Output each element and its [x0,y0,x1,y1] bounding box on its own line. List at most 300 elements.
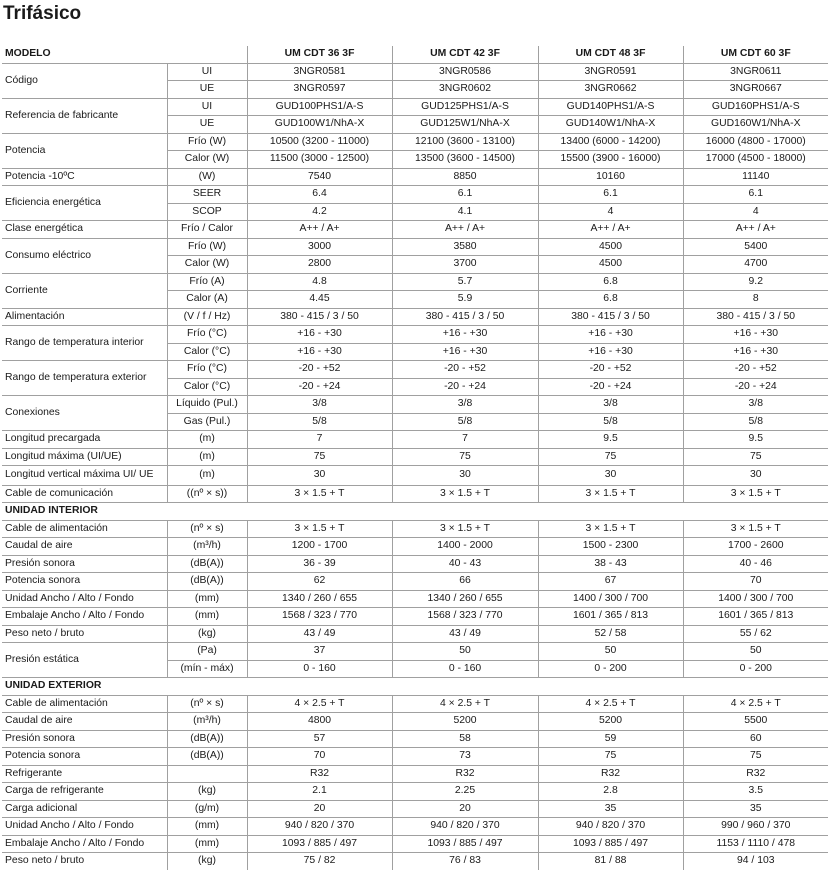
table-row [2,466,828,486]
cell-value: 1153 / 1110 / 478 [683,835,828,853]
row-unit: (dB(A)) [167,730,247,748]
row-label: Refrigerante [2,765,167,783]
row-label: Embalaje Ancho / Alto / Fondo [2,835,167,853]
cell-value: 94 / 103 [683,853,828,870]
cell-value: 3 × 1.5 + T [392,485,538,503]
section-header-row [2,503,828,521]
table-row [2,835,828,853]
table-row [2,783,828,801]
spec-table [2,46,828,870]
cell-value: GUD125W1/NhA-X [392,116,538,134]
table-row [2,538,828,556]
cell-value: 3000 [247,238,392,256]
cell-value: 940 / 820 / 370 [247,818,392,836]
cell-value: 35 [683,800,828,818]
cell-value: 3 × 1.5 + T [392,520,538,538]
cell-value: 3/8 [392,396,538,414]
row-unit [167,765,247,783]
cell-value: +16 - +30 [538,326,683,344]
cell-value: 4.8 [247,273,392,291]
cell-value: 3700 [392,256,538,274]
row-label: Cable de alimentación [2,520,167,538]
cell-value: 36 - 39 [247,555,392,573]
cell-value: 380 - 415 / 3 / 50 [683,308,828,326]
cell-value: 4.1 [392,203,538,221]
cell-value: R32 [683,765,828,783]
table-row [2,168,828,186]
cell-value: 55 / 62 [683,625,828,643]
cell-value: 940 / 820 / 370 [538,818,683,836]
cell-value: 2800 [247,256,392,274]
table-row [2,608,828,626]
cell-value: 3 × 1.5 + T [538,520,683,538]
cell-value: -20 - +24 [247,378,392,396]
row-unit: (kg) [167,783,247,801]
table-row [2,308,828,326]
cell-value: 4800 [247,713,392,731]
cell-value: 81 / 88 [538,853,683,870]
row-unit: (kg) [167,625,247,643]
cell-value: 5400 [683,238,828,256]
cell-value: +16 - +30 [392,343,538,361]
row-label: Peso neto / bruto [2,625,167,643]
table-row [2,625,828,643]
cell-value: 9.5 [683,431,828,449]
cell-value: 57 [247,730,392,748]
cell-value: 0 - 200 [538,660,683,678]
cell-value: 990 / 960 / 370 [683,818,828,836]
row-label: Peso neto / bruto [2,853,167,870]
table-row [2,713,828,731]
row-label: Clase energética [2,221,167,239]
row-unit: (V / f / Hz) [167,308,247,326]
row-unit: (g/m) [167,800,247,818]
table-header-row [2,46,828,63]
cell-value: 8850 [392,168,538,186]
cell-value: 8 [683,291,828,309]
row-label: Longitud precargada [2,431,167,449]
cell-value: +16 - +30 [683,343,828,361]
table-row [2,238,828,256]
cell-value: 17000 (4500 - 18000) [683,151,828,169]
cell-value: 70 [683,573,828,591]
cell-value: R32 [538,765,683,783]
cell-value: 5500 [683,713,828,731]
cell-value: 5200 [392,713,538,731]
cell-value: 1400 - 2000 [392,538,538,556]
row-unit: SCOP [167,203,247,221]
row-unit: (dB(A)) [167,573,247,591]
cell-value: 40 - 46 [683,555,828,573]
model-column-header: UM CDT 42 3F [392,46,538,63]
row-unit: Gas (Pul.) [167,413,247,431]
row-unit: Calor (W) [167,151,247,169]
model-column-header: UM CDT 48 3F [538,46,683,63]
cell-value: 66 [392,573,538,591]
cell-value: 4 × 2.5 + T [392,695,538,713]
cell-value: 30 [392,466,538,486]
row-label: Unidad Ancho / Alto / Fondo [2,590,167,608]
cell-value: 3NGR0602 [392,81,538,99]
cell-value: 62 [247,573,392,591]
row-unit: (mm) [167,818,247,836]
cell-value: 30 [247,466,392,486]
row-unit: (mm) [167,608,247,626]
cell-value: 2.25 [392,783,538,801]
cell-value: 3NGR0667 [683,81,828,99]
cell-value: 9.2 [683,273,828,291]
cell-value: 3NGR0591 [538,63,683,81]
table-row [2,590,828,608]
row-unit: UE [167,81,247,99]
row-unit: (m³/h) [167,713,247,731]
table-row [2,133,828,151]
section-title: UNIDAD INTERIOR [2,503,828,521]
cell-value: A++ / A+ [683,221,828,239]
cell-value: 5200 [538,713,683,731]
cell-value: 6.1 [538,186,683,204]
row-unit: UE [167,116,247,134]
row-unit: Frío (°C) [167,361,247,379]
row-unit: UI [167,98,247,116]
cell-value: 4 × 2.5 + T [247,695,392,713]
spec-table-body [2,63,828,870]
row-unit: (m) [167,466,247,486]
cell-value: 1568 / 323 / 770 [392,608,538,626]
cell-value: 5/8 [392,413,538,431]
cell-value: 1500 - 2300 [538,538,683,556]
row-unit: UI [167,63,247,81]
row-unit: (mm) [167,590,247,608]
cell-value: GUD160PHS1/A-S [683,98,828,116]
cell-value: 43 / 49 [392,625,538,643]
cell-value: 3NGR0662 [538,81,683,99]
row-label: Carga de refrigerante [2,783,167,801]
table-row [2,765,828,783]
cell-value: 380 - 415 / 3 / 50 [392,308,538,326]
cell-value: 5.7 [392,273,538,291]
table-row [2,748,828,766]
cell-value: 59 [538,730,683,748]
cell-value: 35 [538,800,683,818]
section-title: UNIDAD EXTERIOR [2,678,828,696]
cell-value: 7 [392,431,538,449]
cell-value: 0 - 160 [247,660,392,678]
cell-value: 1093 / 885 / 497 [247,835,392,853]
table-row [2,326,828,344]
cell-value: -20 - +24 [392,378,538,396]
row-unit: SEER [167,186,247,204]
cell-value: 6.1 [392,186,538,204]
cell-value: 4 × 2.5 + T [538,695,683,713]
row-unit: Frío (°C) [167,326,247,344]
cell-value: 37 [247,643,392,661]
cell-value: -20 - +52 [247,361,392,379]
cell-value: 13400 (6000 - 14200) [538,133,683,151]
cell-value: 3 × 1.5 + T [538,485,683,503]
section-header-row [2,678,828,696]
cell-value: 1200 - 1700 [247,538,392,556]
cell-value: 380 - 415 / 3 / 50 [538,308,683,326]
cell-value: 20 [392,800,538,818]
cell-value: 5/8 [683,413,828,431]
cell-value: GUD125PHS1/A-S [392,98,538,116]
cell-value: 12100 (3600 - 13100) [392,133,538,151]
table-row [2,273,828,291]
cell-value: R32 [392,765,538,783]
row-unit: Frío (A) [167,273,247,291]
row-unit: Frío (W) [167,133,247,151]
cell-value: 3 × 1.5 + T [683,485,828,503]
row-label: Carga adicional [2,800,167,818]
model-column-header: UM CDT 36 3F [247,46,392,63]
row-label: Rango de temperatura exterior [2,361,167,396]
cell-value: 1400 / 300 / 700 [683,590,828,608]
cell-value: 3.5 [683,783,828,801]
cell-value: R32 [247,765,392,783]
row-unit: (dB(A)) [167,555,247,573]
cell-value: 1601 / 365 / 813 [538,608,683,626]
cell-value: 11140 [683,168,828,186]
cell-value: 75 / 82 [247,853,392,870]
cell-value: 10160 [538,168,683,186]
cell-value: 1601 / 365 / 813 [683,608,828,626]
cell-value: 70 [247,748,392,766]
row-label: Consumo eléctrico [2,238,167,273]
cell-value: GUD140PHS1/A-S [538,98,683,116]
cell-value: 30 [683,466,828,486]
cell-value: 0 - 160 [392,660,538,678]
cell-value: 5.9 [392,291,538,309]
row-unit: Calor (°C) [167,378,247,396]
cell-value: 0 - 200 [683,660,828,678]
cell-value: 4 × 2.5 + T [683,695,828,713]
table-row [2,695,828,713]
cell-value: 10500 (3200 - 11000) [247,133,392,151]
table-row [2,485,828,503]
cell-value: 1400 / 300 / 700 [538,590,683,608]
table-row [2,555,828,573]
cell-value: 13500 (3600 - 14500) [392,151,538,169]
cell-value: +16 - +30 [392,326,538,344]
cell-value: 3NGR0597 [247,81,392,99]
table-row [2,853,828,870]
cell-value: 3580 [392,238,538,256]
cell-value: 5/8 [538,413,683,431]
row-label: Referencia de fabricante [2,98,167,133]
cell-value: 7 [247,431,392,449]
table-row [2,431,828,449]
cell-value: 9.5 [538,431,683,449]
table-row [2,520,828,538]
cell-value: 75 [392,448,538,466]
cell-value: 75 [683,448,828,466]
table-row [2,448,828,466]
row-label: Longitud vertical máxima UI/ UE [2,466,167,486]
cell-value: 4.45 [247,291,392,309]
row-label: Potencia sonora [2,748,167,766]
row-label: Unidad Ancho / Alto / Fondo [2,818,167,836]
row-label: Presión sonora [2,555,167,573]
cell-value: 75 [538,748,683,766]
table-row [2,730,828,748]
row-label: Rango de temperatura interior [2,326,167,361]
row-unit: (W) [167,168,247,186]
cell-value: GUD100PHS1/A-S [247,98,392,116]
row-label: Potencia sonora [2,573,167,591]
cell-value: 50 [683,643,828,661]
table-row [2,63,828,81]
cell-value: 3 × 1.5 + T [683,520,828,538]
page-title: Trifásico [3,3,82,24]
cell-value: 2.1 [247,783,392,801]
cell-value: -20 - +52 [538,361,683,379]
cell-value: 20 [247,800,392,818]
cell-value: 1700 - 2600 [683,538,828,556]
cell-value: 38 - 43 [538,555,683,573]
cell-value: 52 / 58 [538,625,683,643]
cell-value: 380 - 415 / 3 / 50 [247,308,392,326]
cell-value: 3NGR0586 [392,63,538,81]
table-row [2,186,828,204]
row-unit: Frío (W) [167,238,247,256]
table-row [2,361,828,379]
cell-value: +16 - +30 [683,326,828,344]
cell-value: 3/8 [683,396,828,414]
row-unit: (m³/h) [167,538,247,556]
row-unit: (m) [167,448,247,466]
cell-value: -20 - +24 [538,378,683,396]
row-label: Alimentación [2,308,167,326]
model-header-label: MODELO [2,46,247,63]
table-row [2,573,828,591]
cell-value: 30 [538,466,683,486]
cell-value: 75 [683,748,828,766]
row-unit: Calor (A) [167,291,247,309]
cell-value: 3NGR0611 [683,63,828,81]
cell-value: 940 / 820 / 370 [392,818,538,836]
row-label: Caudal de aire [2,538,167,556]
cell-value: 3NGR0581 [247,63,392,81]
cell-value: 6.4 [247,186,392,204]
cell-value: GUD100W1/NhA-X [247,116,392,134]
row-label: Cable de comunicación [2,485,167,503]
table-row [2,643,828,661]
row-unit: (dB(A)) [167,748,247,766]
cell-value: 1340 / 260 / 655 [392,590,538,608]
cell-value: GUD160W1/NhA-X [683,116,828,134]
table-row [2,221,828,239]
row-unit: ((nº × s)) [167,485,247,503]
cell-value: 76 / 83 [392,853,538,870]
row-label: Código [5,74,38,86]
cell-value: 60 [683,730,828,748]
cell-value: 6.8 [538,273,683,291]
cell-value: 58 [392,730,538,748]
row-label: Presión estática [2,643,167,678]
row-label: Potencia -10ºC [2,168,167,186]
table-row [2,818,828,836]
row-unit: Frío / Calor [167,221,247,239]
row-unit: (nº × s) [167,695,247,713]
cell-value: 4700 [683,256,828,274]
cell-value: 75 [247,448,392,466]
row-unit: (kg) [167,853,247,870]
cell-value: 43 / 49 [247,625,392,643]
row-unit: (Pa) [167,643,247,661]
cell-value: +16 - +30 [247,343,392,361]
cell-value: 16000 (4800 - 17000) [683,133,828,151]
row-label: Eficiencia energética [2,186,167,221]
cell-value: 1568 / 323 / 770 [247,608,392,626]
row-label: Embalaje Ancho / Alto / Fondo [2,608,167,626]
cell-value: GUD140W1/NhA-X [538,116,683,134]
table-row [2,396,828,414]
row-label: Caudal de aire [2,713,167,731]
cell-value: 2.8 [538,783,683,801]
cell-value: 11500 (3000 - 12500) [247,151,392,169]
table-row [2,800,828,818]
row-unit: (mm) [167,835,247,853]
cell-value: -20 - +52 [683,361,828,379]
row-unit: (nº × s) [167,520,247,538]
cell-value: 1093 / 885 / 497 [392,835,538,853]
cell-value: 40 - 43 [392,555,538,573]
cell-value: A++ / A+ [392,221,538,239]
cell-value: 3/8 [538,396,683,414]
cell-value: 75 [538,448,683,466]
row-unit: (mín - máx) [167,660,247,678]
row-label: Presión sonora [2,730,167,748]
cell-value: 6.1 [683,186,828,204]
cell-value: A++ / A+ [538,221,683,239]
cell-value: -20 - +52 [392,361,538,379]
cell-value: +16 - +30 [538,343,683,361]
cell-value: +16 - +30 [247,326,392,344]
cell-value: A++ / A+ [247,221,392,239]
cell-value: 4500 [538,238,683,256]
model-column-header: UM CDT 60 3F [683,46,828,63]
row-label: Cable de alimentación [2,695,167,713]
cell-value: 7540 [247,168,392,186]
cell-value: 4500 [538,256,683,274]
row-label: Conexiones [2,396,167,431]
row-label: Corriente [2,273,167,308]
row-unit: Calor (°C) [167,343,247,361]
row-unit: Líquido (Pul.) [167,396,247,414]
cell-value: 15500 (3900 - 16000) [538,151,683,169]
cell-value: -20 - +24 [683,378,828,396]
cell-value: 3/8 [247,396,392,414]
cell-value: 4.2 [247,203,392,221]
cell-value: 67 [538,573,683,591]
cell-value: 5/8 [247,413,392,431]
cell-value: 4 [538,203,683,221]
cell-value: 50 [538,643,683,661]
cell-value: 1093 / 885 / 497 [538,835,683,853]
cell-value: 50 [392,643,538,661]
cell-value: 3 × 1.5 + T [247,520,392,538]
cell-value: 6.8 [538,291,683,309]
cell-value: 73 [392,748,538,766]
row-unit: Calor (W) [167,256,247,274]
table-row [2,98,828,116]
row-label: Longitud máxima (UI/UE) [2,448,167,466]
row-label: Potencia [2,133,167,168]
row-unit: (m) [167,431,247,449]
cell-value: 4 [683,203,828,221]
cell-value: 3 × 1.5 + T [247,485,392,503]
